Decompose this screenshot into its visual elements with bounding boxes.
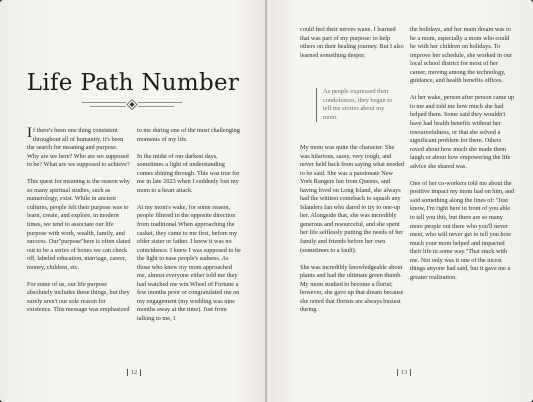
title-ornament <box>82 98 182 112</box>
right-column-1 <box>300 144 405 323</box>
page-number-right: 13 <box>400 369 408 376</box>
paragraph: My mom was quite the character. She was hilarious, sassy, very tough, and never held back from saying what needed to be said. She was a passionate New York Rangers fan from Queens, and having lived on Long Island, she always had the wittiest comeback to squash any Islanders fan who dared to try to one-up her. Alongside that, she was incredibly generous and resourceful, and she spent her life selflessly putting the needs of her family and friends before her own (sometimes to a fault). <box>300 144 405 254</box>
paragraph: For some of us, our life purpose absolutely includes these things, but they surely aren't our sole reason for existence. This message was emphasized <box>27 280 130 314</box>
paragraph: At her wake, person after person came up to me and told me how much she had helped them. Some said they wouldn't have had health benefits without her resourcefulness, or that she solved a significant problem for them. Others raved about how much she made them laugh or about how empowering the life advice she shared was. <box>410 94 515 170</box>
paragraph: could feel their nerves wane. I learned that was part of my purpose: to help others on their healing journey. But I also learned something deeper. <box>300 26 404 59</box>
paragraph: This quest for meaning is the reason why so many spiritual studies, such as numerology, exist. While in ancient cultures, people felt their purpose was to learn, create, and explore, in modern times, we tend to associate our life purpose with work, wealth, family, and success. Our"purpose"here is often slated out to be a series of boxes we can check off, labeled education, marriage, career, money, children, etc. <box>27 178 131 271</box>
paragraph: If there's been one thing consistent throughout all of humanity, it's been the search for meaning and purpose. Why are we here? Who are we supposed to be? What are we supposed to achieve? <box>27 125 130 169</box>
left-page <box>0 0 266 402</box>
right-column-2 <box>410 26 515 291</box>
chapter-title: Life Path Number <box>26 70 240 96</box>
paragraph: In the midst of our darkest days, sometimes a light of understanding comes shining through. This was true for me in late 2023 when I suddenly lost my mom to a heart attack. <box>137 152 240 194</box>
pull-quote: As people expressed their condolences, they began to tell me stories about my mom. <box>316 88 393 122</box>
drop-cap: I <box>27 125 32 141</box>
right-column-1-top <box>300 26 405 69</box>
page-number-left: 12 <box>130 369 138 376</box>
left-column-2 <box>137 127 242 332</box>
paragraph: One of her co-workers told me about the positive impact my mom had on him, and said something along the lines of: "Just know, I'm right here in front of you able to tell you this, but there are so many more people out there who you'll never meet, who will never get to tell you how much your mom helped and impacted their life in some way."That stuck with me. Not only was it one of the nicest things anyone had said, but it gave me a greater realization. <box>410 179 515 281</box>
paragraph: She was incredibly knowledgeable about plants and had the ultimate green thumb. My mom studied to become a florist; however, she gave up that dream because she noted that florists are always busiest during <box>300 263 404 314</box>
paragraph: the holidays, and her main dream was to be a mom, especially a mom who could be with her children on holidays. To improve her schedule, she worked in our local school district for most of her career, moving among the technology, guidance, and health benefits offices. <box>410 26 512 85</box>
left-column-1 <box>27 127 131 324</box>
paragraph: to me during one of the most challenging moments of my life. <box>137 127 240 143</box>
paragraph: At my mom's wake, for some reason, people filtered in the opposite direction from traditional.When approaching the casket, they came to me first, before my older sister or father. I knew it was no coincidence. I knew I was supposed to be the light to ease people's sadness. As those who knew my mom approached me, almost everyone either told me they had watched me win Wheel of Fortune a few months prior or congratulated me on my engagement (my wedding was nine months away at the time). Just from talking to me, I <box>137 203 241 323</box>
